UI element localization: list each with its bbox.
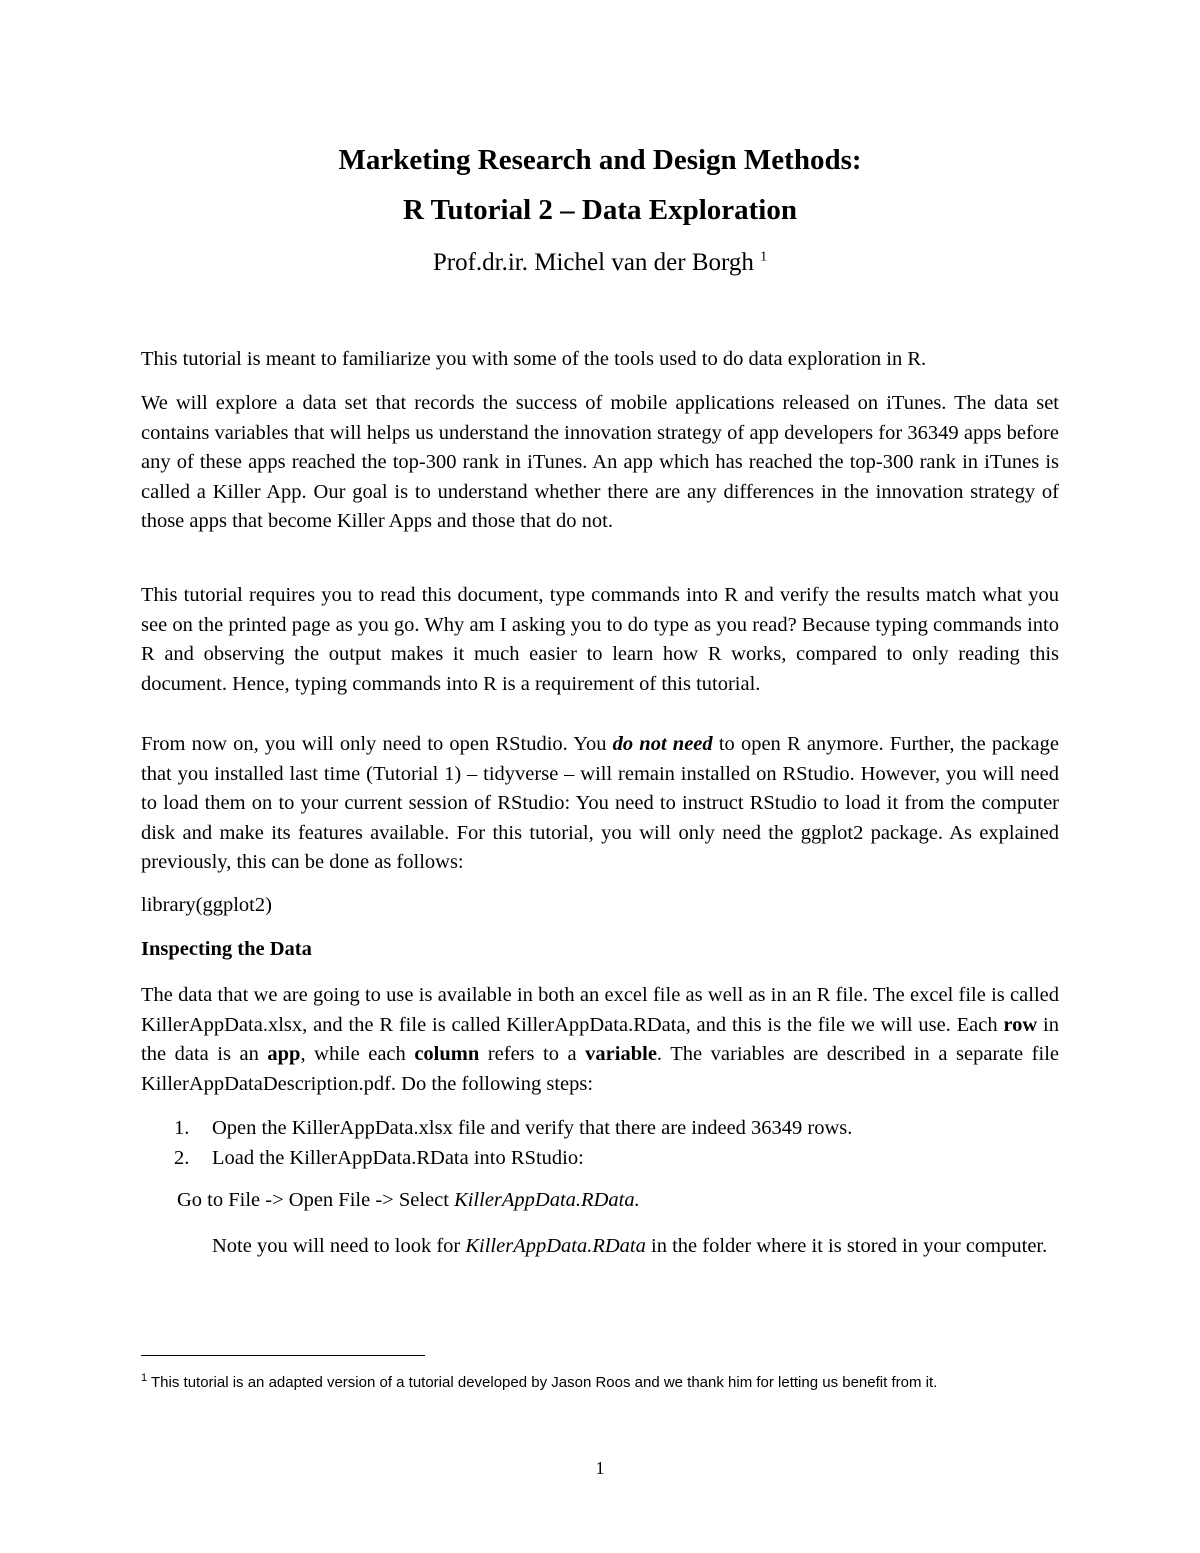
- open-file-instruction: [177, 1186, 1057, 1216]
- code-line: [141, 891, 1059, 921]
- page-title: Marketing Research and Design Methods:: [338, 144, 862, 176]
- list-item: [174, 1114, 1054, 1144]
- data-paragraph: [141, 981, 1059, 1099]
- list-item: [174, 1144, 1054, 1174]
- list-item-text: Load the KillerAppData.RData into RStudio:: [212, 1146, 584, 1169]
- list-item-text: Open the KillerAppData.xlsx file and verify that there are indeed 36349 rows.: [212, 1117, 853, 1139]
- page-number: 1: [595, 1458, 605, 1478]
- text-run: refers to a: [479, 1043, 586, 1066]
- text-run: . The variables are described in a separate file KillerAppDataDescription.pdf. Do the following steps:: [141, 1043, 1059, 1095]
- bold-text: app: [267, 1043, 301, 1066]
- paragraph-text: [141, 981, 1059, 1099]
- footnote: [141, 1367, 1041, 1394]
- text-run: in the data is an: [141, 1013, 1059, 1066]
- code-text: library(ggplot2): [141, 894, 272, 916]
- paragraph-text: We will explore a data set that records the success of mobile applications released on iTunes. The data set contains variables that will helps us understand the innovation strategy of app developers for 36349 apps before any of these apps reached the top-300 rank in iTunes. An app which has reached the top-300 rank in iTunes is called a Killer App. Our goal is to understand whether there are any differences in the innovation strategy of those apps that become Killer Apps and those that do not.: [141, 392, 1059, 533]
- author-name: Prof.dr.ir. Michel van der Borgh: [432, 249, 754, 276]
- bold-text: variable: [585, 1043, 657, 1066]
- dataset-paragraph: [141, 389, 1059, 537]
- section-heading: Inspecting the Data: [141, 938, 312, 960]
- paragraph-text: This tutorial requires you to read this document, type commands into R and verify the results match what you see on the printed page as you go. Why am I asking you to do type as you read? Because typing commands into R and observing the output makes it much easier to learn how R works, compared to only reading this document. Hence, typing commands into R is a requirement of this tutorial.: [141, 584, 1059, 695]
- paragraph-text: This tutorial is meant to familiarize you with some of the tools used to do data exploration in R.: [141, 348, 927, 370]
- footnote-text: This tutorial is an adapted version of a tutorial developed by Jason Roos and we thank him for letting us benefit from it.: [147, 1374, 938, 1391]
- paragraph-text: [212, 1232, 1072, 1262]
- note-paragraph: [212, 1232, 1072, 1262]
- page-subtitle: R Tutorial 2 – Data Exploration: [403, 194, 797, 226]
- footnote-mark: 1: [141, 1372, 148, 1384]
- paragraph-text: [141, 730, 1059, 878]
- rstudio-paragraph: [141, 730, 1059, 878]
- text-run: in the folder where it is stored in your computer.: [645, 1235, 1048, 1257]
- footnote-divider: [141, 1355, 425, 1356]
- list-number: 2.: [174, 1146, 190, 1169]
- emphasis-text: KillerAppData.RData: [465, 1235, 646, 1257]
- author-line: [0, 249, 1200, 277]
- paragraph-text: [177, 1186, 1057, 1216]
- emphasis-text: KillerAppData.RData.: [454, 1189, 640, 1211]
- text-run: , while each: [300, 1043, 415, 1066]
- footnote-reference[interactable]: 1: [760, 249, 768, 265]
- emphasis-text: do not need: [612, 733, 713, 755]
- steps-list: [174, 1114, 1054, 1173]
- bold-text: column: [414, 1043, 480, 1066]
- text-run: Note you will need to look for: [212, 1235, 466, 1257]
- text-run: From now on, you will only need to open RStudio. You: [141, 733, 613, 755]
- intro-paragraph: [141, 345, 1059, 375]
- text-run: Go to File -> Open File -> Select: [177, 1189, 455, 1211]
- requirements-paragraph: [141, 581, 1059, 699]
- list-number: 1.: [174, 1117, 190, 1139]
- text-run: The data that we are going to use is available in both an excel file as well as in an R file. The excel file is called KillerAppData.xlsx, and the R file is called KillerAppData.RData, and this is the file we will use. Each: [141, 984, 1059, 1036]
- bold-text: row: [1003, 1013, 1038, 1036]
- text-run: to open R anymore. Further, the package that you installed last time (Tutorial 1) – tidyverse – will remain installed on RStudio. However, you will need to load them on to your current session of RStudio: You need to instruct RStudio to load it from the computer disk and make its features available. For this tutorial, you will only need the ggplot2 package. As explained previously, this can be done as follows:: [141, 733, 1060, 874]
